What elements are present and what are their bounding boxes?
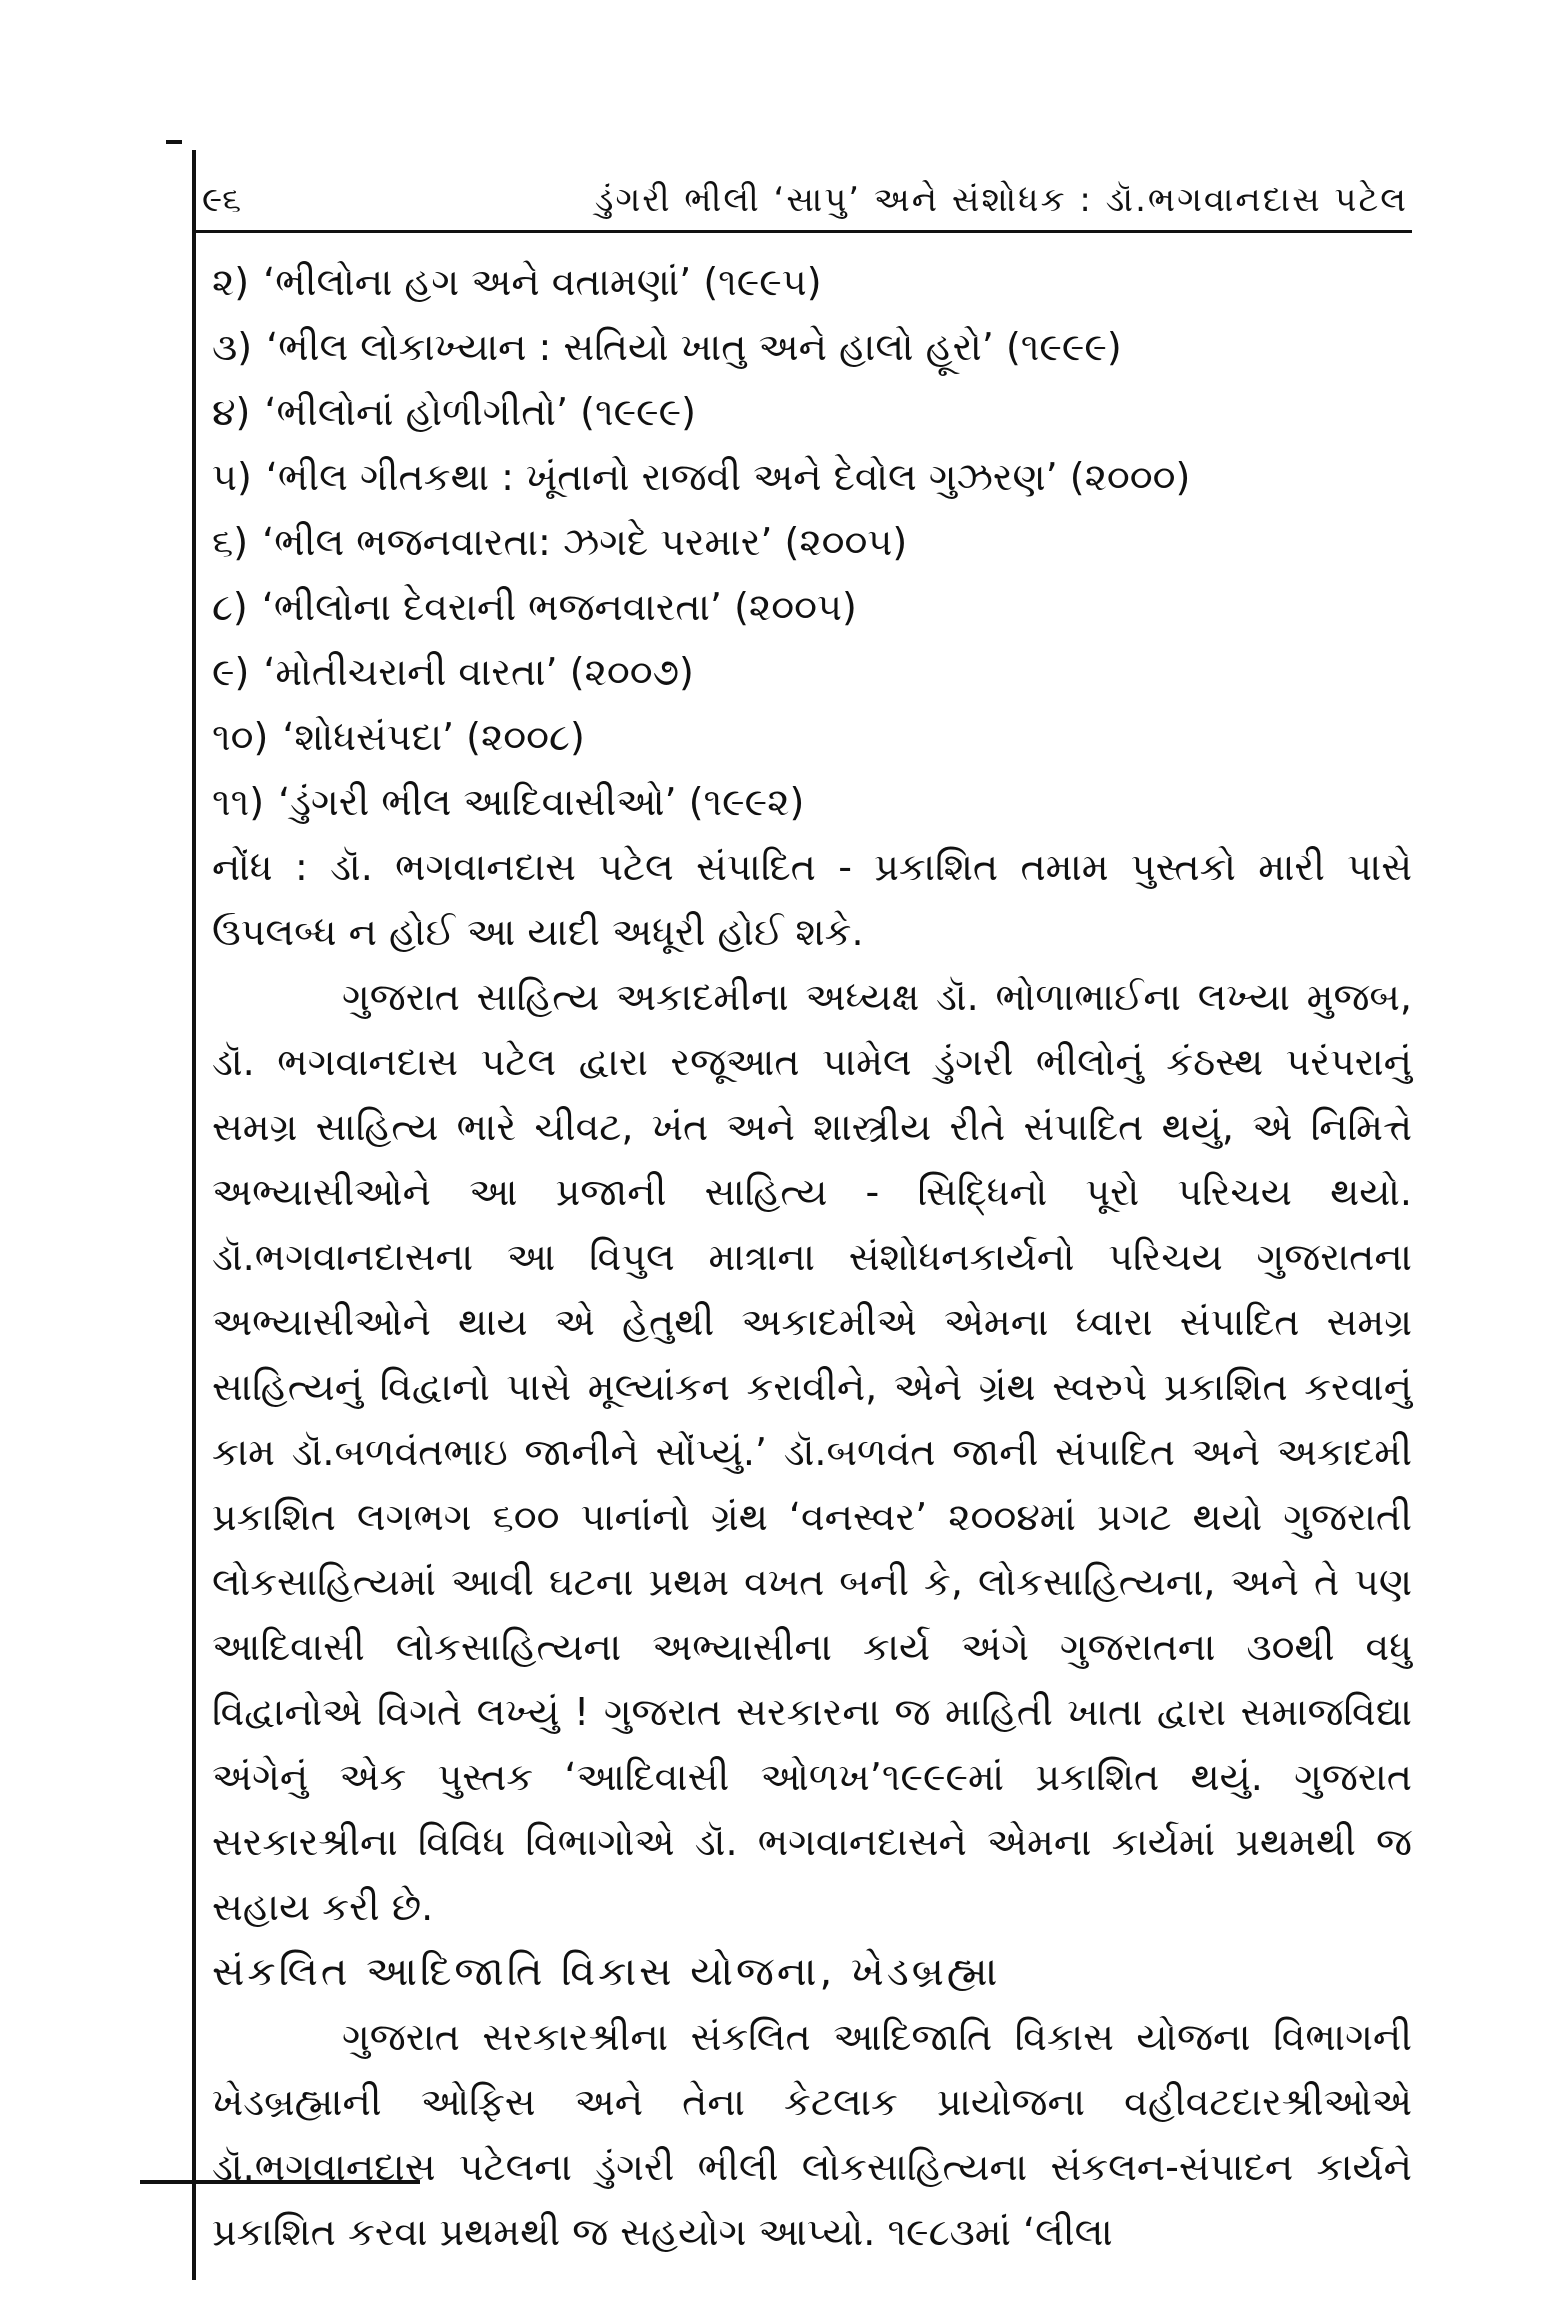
bibliography-item — [212, 575, 1412, 640]
item-number: ૨) — [212, 260, 250, 304]
item-title: ‘ભીલ લોકાખ્યાન : સતિયો ખાતુ અને હાલો હૂરો’ (૧૯૯૯) — [266, 325, 1122, 369]
top-tick-rule — [166, 140, 182, 144]
item-number: ૮) — [212, 585, 248, 629]
running-header: ડુંગરી ભીલી ‘સાપુ’ અને સંશોધક : ડૉ.ભગવાનદાસ પટેલ — [594, 180, 1408, 220]
bibliography-item — [212, 510, 1412, 575]
item-title: ‘ભીલ ગીતકથા : ખૂંતાનો રાજવી અને દેવોલ ગુઝરણ’ (૨૦૦૦) — [265, 455, 1191, 499]
item-number: ૩) — [212, 325, 253, 369]
bibliography-item — [212, 445, 1412, 510]
item-title: ‘ભીલ ભજનવારતા: ઝગદે પરમાર’ (૨૦૦૫) — [262, 520, 908, 564]
bibliography-item — [212, 770, 1412, 835]
item-title: ‘ભીલોનાં હોળીગીતો’ (૧૯૯૯) — [264, 390, 696, 434]
page-number: ૯૬ — [202, 180, 242, 220]
bibliography-item — [212, 640, 1412, 705]
item-title: ‘ભીલોના હગ અને વતામણાં’ (૧૯૯૫) — [263, 260, 822, 304]
item-title: ‘મોતીચરાની વારતા’ (૨૦૦૭) — [263, 650, 694, 694]
bibliography-item — [212, 315, 1412, 380]
bibliography-item — [212, 705, 1412, 770]
item-number: ૧૧) — [212, 780, 265, 824]
note-paragraph: નોંધ : ડૉ. ભગવાનદાસ પટેલ સંપાદિત - પ્રકાશિત તમામ પુસ્તકો મારી પાસે ઉપલબ્ધ ન હોઈ આ યાદી અધૂરી હોઈ શકે. — [212, 845, 1412, 954]
header-rule — [192, 230, 1412, 233]
item-number: ૧૦) — [212, 715, 269, 759]
item-number: ૬) — [212, 520, 249, 564]
item-number: ૪) — [212, 390, 251, 434]
bibliography-item — [212, 380, 1412, 445]
item-number: ૯) — [212, 650, 250, 694]
section-heading: સંકલિત આદિજાતિ વિકાસ યોજના, ખેડબ્રહ્મા — [212, 1949, 1001, 1995]
left-margin-rule — [192, 150, 196, 2280]
body-paragraph-2: ગુજરાત સરકારશ્રીના સંકલિત આદિજાતિ વિકાસ યોજના વિભાગની ખેડબ્રહ્માની ઓફિસ અને તેના કેટલાક પ્રાયોજના વહીવટદારશ્રીઓએ ડૉ.ભગવાનદાસ પટેલના ડુંગરી ભીલી લોકસાહિત્યના સંકલન-સંપાદન કાર્યને પ્રકાશિત કરવા પ્રથમથી જ સહયોગ આપ્યો. ૧૯૮૩માં ‘લીલા — [212, 2015, 1412, 2254]
bibliography-item — [212, 250, 1412, 315]
body-paragraph-1: ગુજરાત સાહિત્ય અકાદમીના અધ્યક્ષ ડૉ. ભોળાભાઈના લખ્યા મુજબ, ડૉ. ભગવાનદાસ પટેલ દ્વારા રજૂઆત પામેલ ડુંગરી ભીલોનું કંઠસ્થ પરંપરાનું સમગ્ર સાહિત્ય ભારે ચીવટ, ખંત અને શાસ્ત્રીય રીતે સંપાદિત થયું, એ નિમિત્તે અભ્યાસીઓને આ પ્રજાની સાહિત્ય - સિદ્ધિનો પૂરો પરિચય થયો. ડૉ.ભગવાનદાસના આ વિપુલ માત્રાના સંશોધનકાર્યનો પરિચય ગુજરાતના અભ્યાસીઓને થાય એ હેતુથી અકાદમીએ એમના ધ્વારા સંપાદિત સમગ્ર સાહિત્યનું વિદ્વાનો પાસે મૂલ્યાંકન કરાવીને, એને ગ્રંથ સ્વરુપે પ્રકાશિત કરવાનું કામ ડૉ.બળવંતભાઇ જાનીને સોંપ્યું.’ ડૉ.બળવંત જાની સંપાદિત અને અકાદમી પ્રકાશિત લગભગ ૬૦૦ પાનાંનો ગ્રંથ ‘વનસ્વર’ ૨૦૦૪માં પ્રગટ થયો ગુજરાતી લોકસાહિત્યમાં આવી ઘટના પ્રથમ વખત બની કે, લોકસાહિત્યના, અને તે પણ આદિવાસી લોકસાહિત્યના અભ્યાસીના કાર્ય અંગે ગુજરાતના ૩૦થી વધુ વિદ્વાનોએ વિગતે લખ્યું ! ગુજરાત સરકારના જ માહિતી ખાતા દ્વારા સમાજવિદ્યા અંગેનું એક પુસ્તક ‘આદિવાસી ઓળખ’૧૯૯૯માં પ્રકાશિત થયું. ગુજરાત સરકારશ્રીના વિવિધ વિભાગોએ ડૉ. ભગવાનદાસને એમના કાર્યમાં પ્રથમથી જ સહાય કરી છે. — [212, 975, 1412, 1929]
item-title: ‘ભીલોના દેવરાની ભજનવારતા’ (૨૦૦૫) — [261, 585, 857, 629]
bibliography-list — [212, 250, 1412, 835]
item-title: ‘ડુંગરી ભીલ આદિવાસીઓ’ (૧૯૯૨) — [278, 780, 805, 824]
item-title: ‘શોધસંપદા’ (૨૦૦૮) — [282, 715, 585, 759]
item-number: ૫) — [212, 455, 252, 499]
page-body — [212, 250, 1412, 2265]
